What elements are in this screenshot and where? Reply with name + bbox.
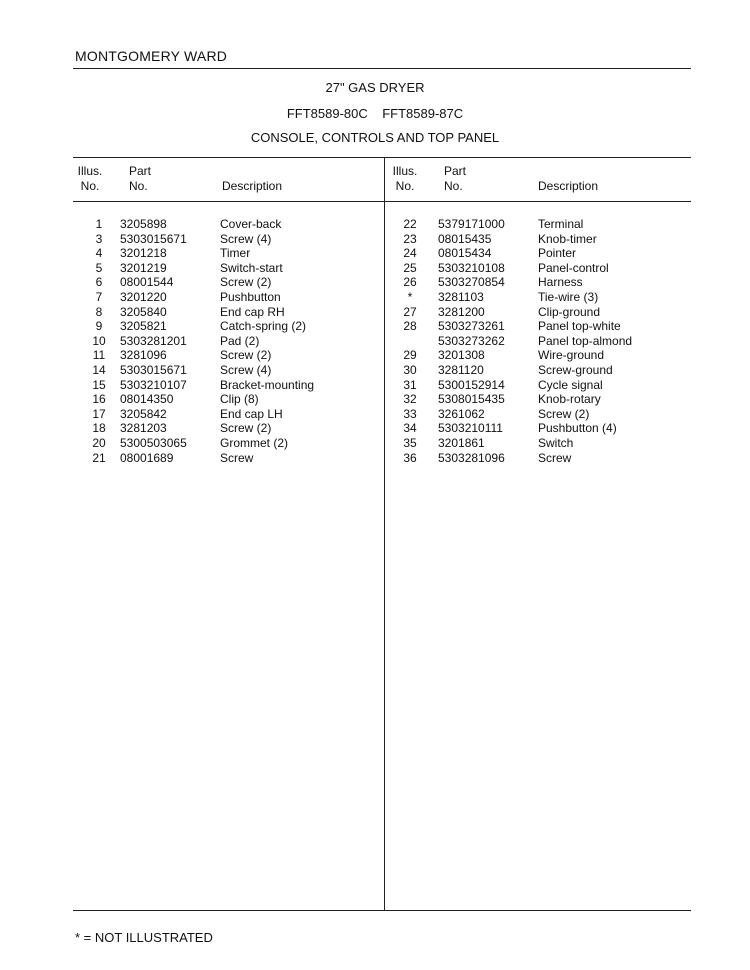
table-header-rule — [73, 201, 691, 202]
illus-number: 1 — [95, 217, 103, 231]
illus-number: 16 — [92, 392, 106, 407]
part-number: 08015435 — [438, 231, 492, 246]
part-number: 5303210107 — [120, 377, 187, 392]
part-number: 08014350 — [120, 392, 174, 407]
part-description: Grommet (2) — [220, 436, 289, 450]
part-number: 08015434 — [438, 246, 492, 261]
part-description: Screw — [538, 450, 572, 465]
section-title: CONSOLE, CONTROLS AND TOP PANEL — [250, 130, 500, 145]
parts-row — [84, 290, 374, 305]
parts-row — [395, 246, 690, 261]
parts-row — [84, 436, 374, 451]
part-description: Clip-ground — [538, 304, 601, 319]
part-description: Catch-spring (2) — [220, 319, 307, 334]
brand-name: MONTGOMERY WARD — [75, 48, 228, 64]
part-number: 3201219 — [120, 260, 167, 275]
part-description: Cover-back — [220, 217, 282, 231]
part-number: 3205842 — [120, 406, 167, 421]
illus-number: 35 — [403, 436, 417, 450]
part-description: Screw-ground — [538, 363, 613, 377]
parts-row — [395, 232, 690, 247]
illus-header-line1: Illus. — [392, 164, 418, 178]
part-number: 3201220 — [120, 290, 167, 304]
right-parts-list — [395, 217, 690, 477]
part-number: 5379171000 — [438, 217, 505, 231]
part-number: 3261062 — [438, 406, 485, 421]
illus-number: * — [407, 290, 413, 304]
part-description: Tie-wire (3) — [538, 290, 599, 304]
right-part-header — [444, 164, 466, 194]
part-description: End cap LH — [220, 406, 283, 421]
illus-number: 9 — [95, 319, 103, 334]
illus-number: 27 — [403, 304, 417, 319]
part-description: Pad (2) — [220, 333, 260, 348]
part-description: Panel-control — [538, 260, 609, 275]
illus-number: 31 — [403, 377, 417, 392]
illus-number: 10 — [92, 333, 106, 348]
parts-row — [395, 407, 690, 422]
illus-number: 6 — [95, 275, 103, 290]
parts-row — [395, 319, 690, 334]
illus-number: 14 — [92, 363, 106, 377]
illus-number: 36 — [403, 450, 417, 465]
parts-row — [395, 363, 690, 378]
illus-number: 17 — [92, 406, 106, 421]
parts-row — [84, 348, 374, 363]
part-number: 5300503065 — [120, 436, 187, 450]
part-number: 08001544 — [120, 275, 174, 290]
parts-row — [84, 305, 374, 320]
parts-row — [84, 451, 374, 466]
parts-row — [395, 305, 690, 320]
illus-number: 25 — [403, 260, 417, 275]
part-description: Switch — [538, 436, 574, 450]
part-description: Screw (2) — [220, 348, 272, 363]
part-number: 3281200 — [438, 304, 485, 319]
illus-number: 28 — [403, 319, 417, 334]
illus-number: 24 — [403, 246, 417, 261]
illus-number: 34 — [403, 421, 417, 436]
part-number: 5303210108 — [438, 260, 505, 275]
part-number: 3205840 — [120, 304, 167, 319]
illus-number: 32 — [403, 392, 417, 407]
illus-number: 4 — [95, 246, 103, 261]
model-numbers: FFT8589-80C FFT8589-87C — [286, 106, 464, 121]
part-description: Panel top-white — [538, 319, 621, 334]
left-part-header — [129, 164, 151, 194]
part-header-line2: No. — [129, 179, 148, 193]
parts-row — [395, 290, 690, 305]
parts-row — [395, 275, 690, 290]
parts-row — [84, 378, 374, 393]
part-description: Screw (4) — [220, 231, 272, 246]
part-number: 5303281096 — [438, 450, 505, 465]
parts-row — [84, 319, 374, 334]
parts-row — [395, 217, 690, 232]
parts-row — [395, 378, 690, 393]
parts-row — [395, 261, 690, 276]
illus-number: 3 — [95, 231, 103, 246]
part-number: 5303273261 — [438, 319, 505, 334]
illus-header-line2: No. — [395, 179, 415, 193]
illus-number: 33 — [403, 406, 417, 421]
illus-number: 8 — [95, 304, 103, 319]
part-header-line1: Part — [444, 164, 467, 178]
parts-row — [84, 363, 374, 378]
illus-number: 29 — [403, 348, 417, 363]
part-number: 5303015671 — [120, 231, 187, 246]
illus-number: 23 — [403, 231, 417, 246]
part-header-line1: Part — [129, 164, 152, 178]
part-number: 3205821 — [120, 319, 167, 334]
parts-row — [395, 421, 690, 436]
part-description: Timer — [220, 246, 251, 261]
part-number: 5303281201 — [120, 333, 187, 348]
part-number: 5303015671 — [120, 363, 187, 377]
table-bottom-rule — [73, 910, 691, 911]
left-description-header: Description — [222, 179, 283, 193]
illus-number: 11 — [92, 348, 106, 363]
part-description: Knob-timer — [538, 231, 597, 246]
part-description: Screw (4) — [220, 363, 272, 377]
part-number: 3201308 — [438, 348, 485, 363]
part-number: 5308015435 — [438, 392, 505, 407]
part-description: Knob-rotary — [538, 392, 601, 407]
part-description: Screw (2) — [220, 275, 272, 290]
illus-number: 26 — [403, 275, 417, 290]
illus-number: 30 — [403, 363, 417, 377]
illus-number: 7 — [95, 290, 103, 304]
parts-row — [395, 334, 690, 349]
part-number: 5300152914 — [438, 377, 505, 392]
parts-row — [84, 275, 374, 290]
column-divider — [384, 157, 385, 910]
illus-number: 21 — [92, 450, 106, 465]
part-number: 5303273262 — [438, 333, 505, 348]
part-number: 3205898 — [120, 217, 167, 231]
illus-number: 5 — [95, 260, 103, 275]
part-number: 08001689 — [120, 450, 174, 465]
part-description: Panel top-almond — [538, 333, 633, 348]
parts-row — [395, 348, 690, 363]
illus-header-line2: No. — [80, 179, 100, 193]
parts-row — [395, 392, 690, 407]
part-number: 3201861 — [438, 436, 485, 450]
part-description: Wire-ground — [538, 348, 605, 363]
table-top-rule — [73, 157, 691, 158]
document-title: 27" GAS DRYER — [325, 80, 425, 95]
parts-row — [84, 407, 374, 422]
part-description: End cap RH — [220, 304, 285, 319]
illus-number: 20 — [92, 436, 106, 450]
parts-row — [84, 246, 374, 261]
part-number: 3281120 — [438, 363, 484, 377]
illus-number: 15 — [92, 377, 106, 392]
part-number: 5303270854 — [438, 275, 505, 290]
parts-row — [84, 334, 374, 349]
part-description: Terminal — [538, 217, 584, 231]
parts-row — [84, 232, 374, 247]
part-number: 3281203 — [120, 421, 167, 436]
part-description: Pushbutton (4) — [538, 421, 617, 436]
part-description: Pushbutton — [220, 290, 281, 304]
parts-row — [84, 421, 374, 436]
part-number: 5303210111 — [438, 421, 503, 436]
part-header-line2: No. — [444, 179, 463, 193]
part-description: Clip (8) — [220, 392, 259, 407]
part-number: 3281103 — [438, 290, 484, 304]
part-description: Screw (2) — [220, 421, 272, 436]
parts-row — [395, 436, 690, 451]
right-illus-header — [390, 164, 420, 194]
illus-number: 22 — [403, 217, 417, 231]
parts-row — [395, 451, 690, 466]
part-description: Pointer — [538, 246, 577, 261]
left-illus-header — [75, 164, 105, 194]
parts-row — [84, 217, 374, 232]
left-parts-list — [84, 217, 374, 477]
part-description: Screw (2) — [538, 406, 590, 421]
footnote-not-illustrated: * = NOT ILLUSTRATED — [75, 930, 213, 945]
part-description: Screw — [220, 450, 254, 465]
part-number: 3281096 — [120, 348, 167, 363]
part-description: Harness — [538, 275, 583, 290]
right-description-header: Description — [538, 179, 599, 193]
top-rule — [73, 68, 691, 69]
parts-row — [84, 392, 374, 407]
illus-number: 18 — [92, 421, 106, 436]
illus-header-line1: Illus. — [77, 164, 103, 178]
parts-row — [84, 261, 374, 276]
part-description: Bracket-mounting — [220, 377, 315, 392]
part-number: 3201218 — [120, 246, 167, 261]
part-description: Cycle signal — [538, 377, 603, 392]
part-description: Switch-start — [220, 260, 283, 275]
